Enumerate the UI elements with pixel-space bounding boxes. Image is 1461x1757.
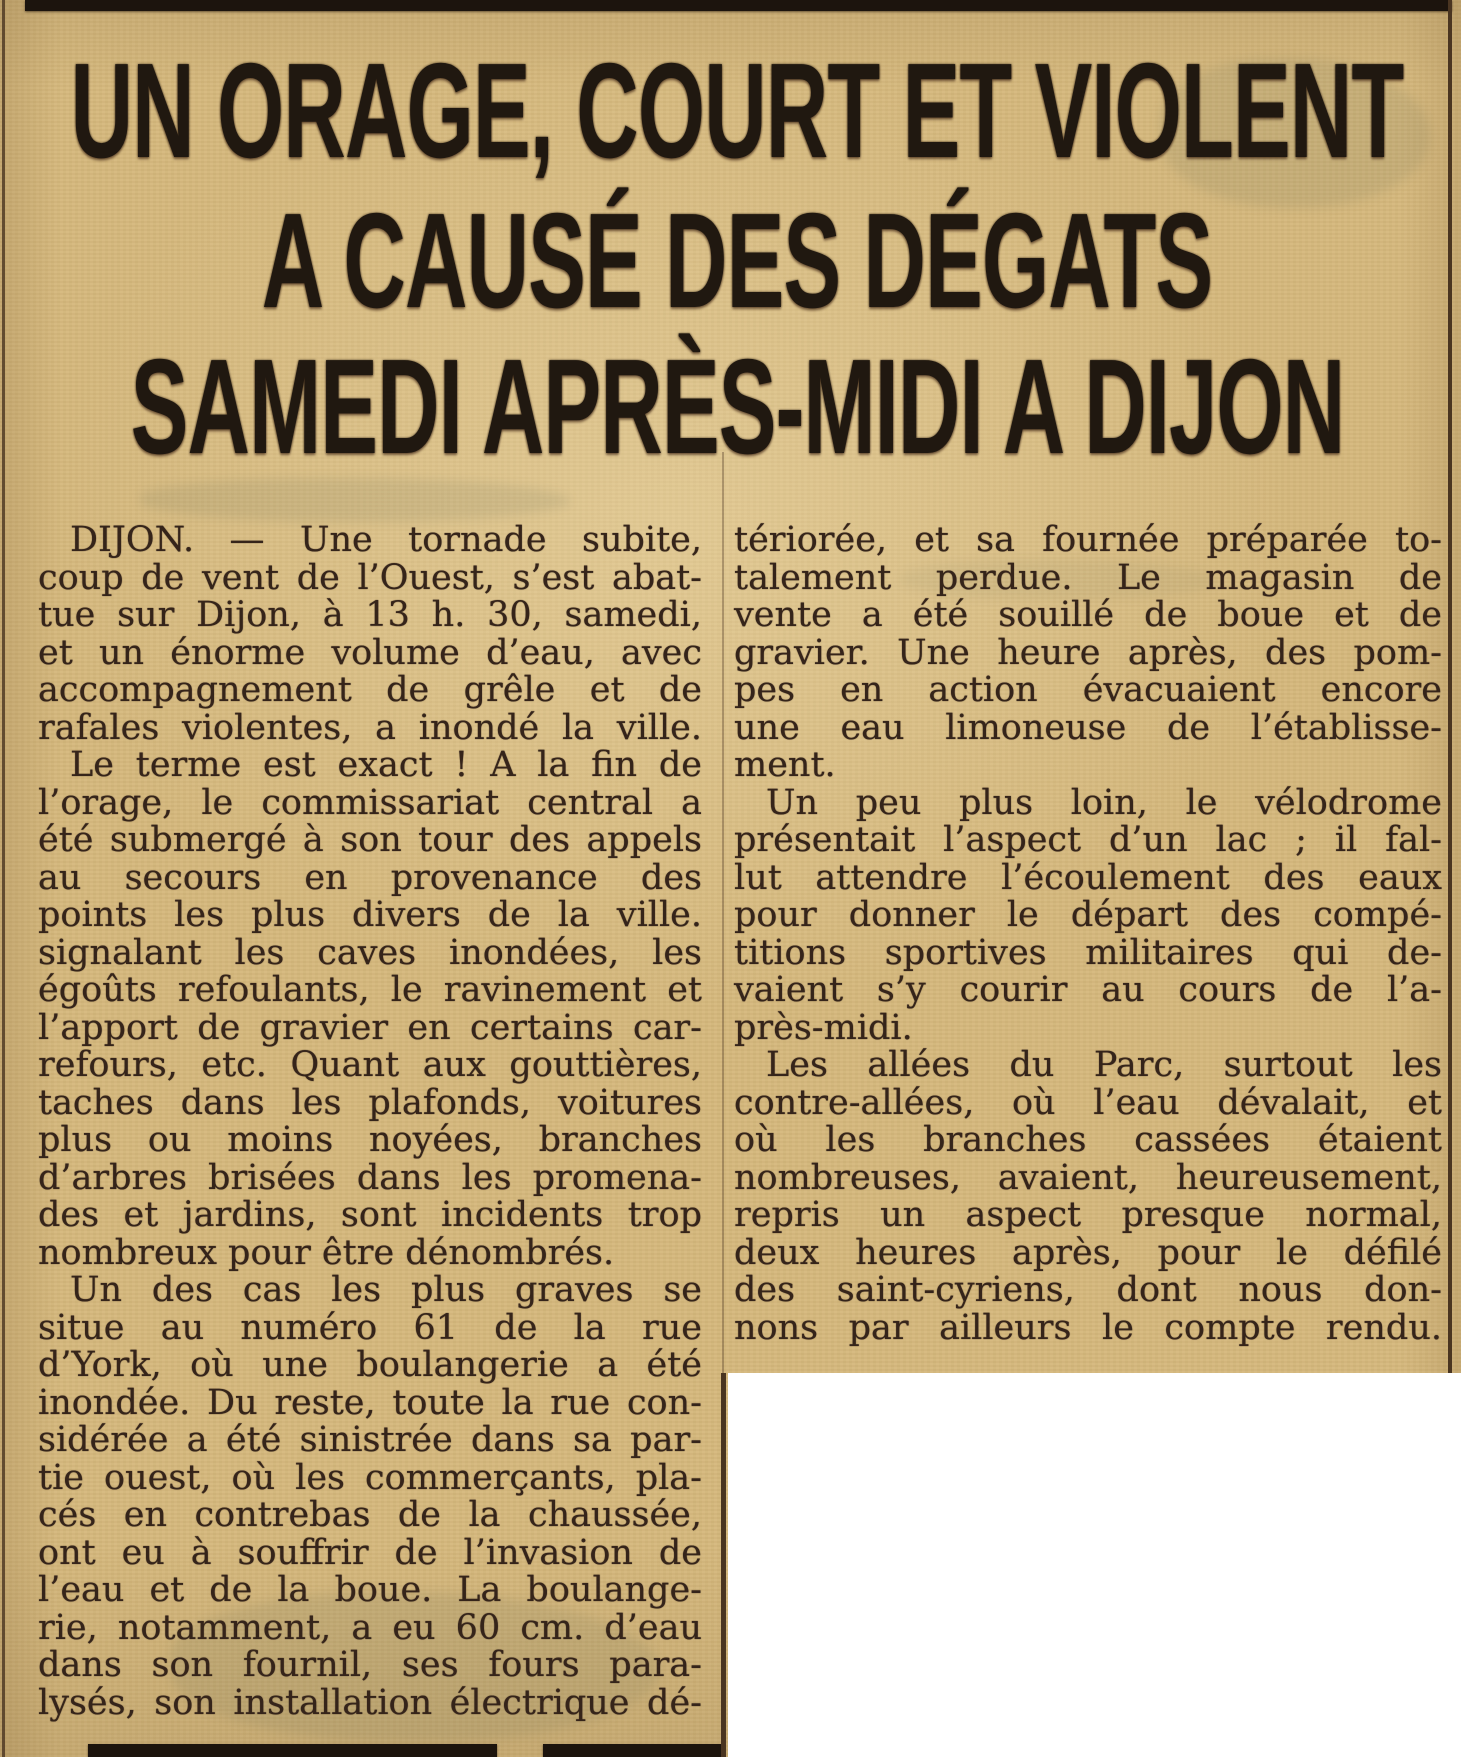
article-line: au secours en provenance des (38, 857, 702, 898)
right-frame-rule (1448, 0, 1452, 1374)
article-line: accompagnement de grêle et de (38, 670, 702, 710)
column-divider-rule (722, 452, 724, 1373)
article-line: cés en contrebas de la chaussée, (38, 1495, 702, 1535)
article-line: dans son fournil, ses fours para- (38, 1645, 702, 1685)
article-line: talement perdue. Le magasin de (734, 557, 1442, 598)
article-line: inondée. Du reste, toute la rue con- (38, 1382, 702, 1423)
article-line: plus ou moins noyées, branches (38, 1120, 702, 1160)
article-line: tue sur Dijon, à 13 h. 30, samedi, (38, 595, 702, 635)
headline-line-2: A CAUSÉ DES DÉGATS (262, 184, 1213, 336)
article-line: lysés, son installation électrique dé- (38, 1682, 702, 1723)
crop-edge-rule (721, 1373, 726, 1757)
article-line: d’arbres brisées dans les promena- (38, 1157, 702, 1198)
article-line: vaient s’y courir au cours de l’a- (734, 970, 1442, 1010)
paragraph (38, 522, 702, 747)
article-line: refours, etc. Quant aux gouttières, (38, 1045, 702, 1085)
headline-line-1: UN ORAGE, COURT ET VIOLENT (71, 34, 1404, 186)
article-line: repris un aspect presque normal, (734, 1195, 1442, 1235)
article-line: où les branches cassées étaient (734, 1120, 1442, 1160)
article-column-left (38, 522, 702, 1722)
paragraph (38, 747, 702, 1272)
article-line: contre-allées, où l’eau dévalait, et (734, 1082, 1442, 1123)
article-line: près-midi. (734, 1007, 913, 1048)
article-line: pour donner le départ des compé- (734, 895, 1442, 935)
article-line: lut attendre l’écoulement des eaux (734, 857, 1442, 898)
paragraph (734, 522, 1442, 785)
article-line: points les plus divers de la ville. (38, 895, 702, 935)
paragraph (734, 1047, 1442, 1347)
scan-crop-whitespace (728, 1373, 1461, 1757)
top-rule-bar (25, 0, 1452, 11)
article-line: des saint-cyriens, dont nous don- (734, 1270, 1442, 1310)
article-line: signalant les caves inondées, les (38, 932, 702, 973)
headline-line-3: SAMEDI APRÈS-MIDI A DIJON (130, 330, 1345, 482)
article-line: été submergé à son tour des appels (38, 820, 702, 860)
article-line: présentait l’aspect d’un lac ; il fal- (734, 820, 1442, 860)
article-line: l’apport de gravier en certains car- (38, 1007, 702, 1048)
article-line: rafales violentes, a inondé la ville. (38, 707, 702, 748)
article-line: égoûts refoulants, le ravinement et (38, 970, 702, 1010)
article-line: tie ouest, où les commerçants, pla- (38, 1457, 702, 1498)
article-line: coup de vent de l’Ouest, s’est abat- (38, 557, 702, 598)
paragraph (38, 1272, 702, 1722)
article-line: tériorée, et sa fournée préparée to- (734, 520, 1442, 560)
article-line: l’orage, le commissariat central a (38, 782, 702, 823)
article-line: sidérée a été sinistrée dans sa par- (38, 1420, 702, 1460)
bottom-rule-bar-right (543, 1744, 722, 1757)
article-line: Un peu plus loin, le vélodrome (766, 782, 1442, 823)
article-line: nombreux pour être dénombrés. (38, 1232, 615, 1273)
article-line: situe au numéro 61 de la rue (38, 1307, 702, 1348)
article-line: gravier. Une heure après, des pom- (734, 632, 1442, 673)
article-line: rie, notamment, a eu 60 cm. d’eau (38, 1607, 702, 1648)
article-line: vente a été souillé de boue et de (734, 595, 1442, 635)
article-line: ment. (734, 745, 836, 785)
article-line: ont eu à souffrir de l’invasion de (38, 1532, 702, 1573)
article-column-right (734, 522, 1442, 1347)
article-line: deux heures après, pour le défilé (734, 1232, 1442, 1273)
article-line: l’eau et de la boue. La boulange- (38, 1570, 702, 1610)
article-line: Un des cas les plus graves se (70, 1270, 702, 1310)
ghost-smudge (140, 478, 570, 522)
article-line: taches dans les plafonds, voitures (38, 1082, 702, 1123)
article-line: des et jardins, sont incidents trop (38, 1195, 702, 1235)
article-line: et un énorme volume d’eau, avec (38, 632, 702, 673)
bottom-rule-bar-left (88, 1744, 497, 1757)
article-line: d’York, où une boulangerie a été (38, 1345, 702, 1385)
article-line: Le terme est exact ! A la fin de (70, 745, 702, 785)
article-line: pes en action évacuaient encore (734, 670, 1442, 710)
left-frame-rule (2, 0, 5, 1757)
article-line: titions sportives militaires qui de- (734, 932, 1442, 973)
article-line: une eau limoneuse de l’établisse- (734, 707, 1442, 748)
article-line: Les allées du Parc, surtout les (766, 1045, 1442, 1085)
article-line: nombreuses, avaient, heureusement, (734, 1157, 1442, 1198)
article-line: nons par ailleurs le compte rendu. (734, 1307, 1442, 1348)
paragraph (734, 782, 1442, 1048)
article-line: DIJON. — Une tornade subite, (70, 520, 702, 560)
